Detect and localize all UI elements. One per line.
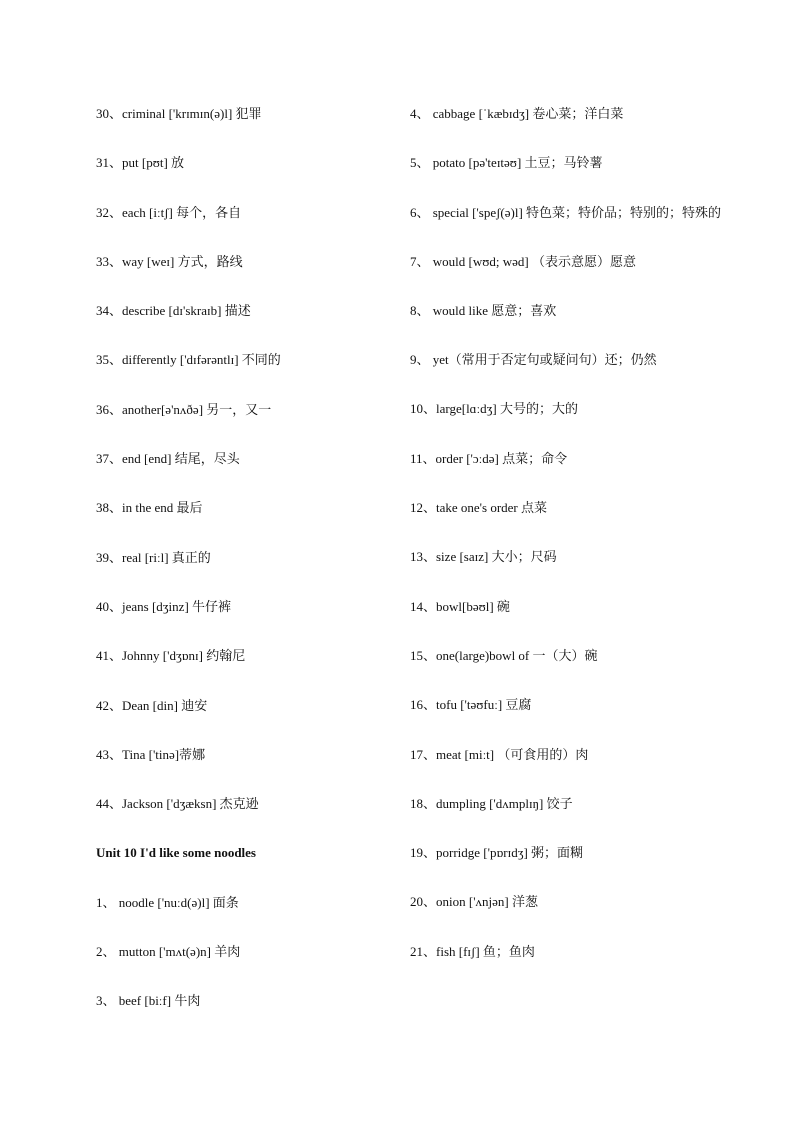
vocab-entry-10: 10、large[lɑːdʒ] 大号的；大的 — [410, 401, 578, 417]
vocab-entry-11: 11、order ['ɔːdə] 点菜；命令 — [410, 450, 568, 466]
vocab-entry-19: 19、porridge ['pɒrɪdʒ] 粥；面糊 — [410, 845, 584, 861]
right-column — [410, 102, 740, 989]
vocab-entry-21: 21、fish [fɪʃ] 鱼；鱼肉 — [410, 943, 535, 959]
vocab-entry-13: 13、size [saɪz] 大小；尺码 — [410, 549, 557, 565]
vocab-entry-2: 2、 mutton ['mʌt(ə)n] 羊肉 — [96, 944, 241, 960]
vocab-entry-41: 41、Johnny ['dʒɒnɪ] 约翰尼 — [96, 648, 246, 664]
vocab-entry-20: 20、onion ['ʌnjən] 洋葱 — [410, 894, 538, 910]
vocab-entry-16: 16、tofu ['təʊfuː] 豆腐 — [410, 697, 532, 713]
vocab-entry-38: 38、in the end 最后 — [96, 500, 203, 516]
vocab-entry-7: 7、 would [wʊd; wəd] （表示意愿）愿意 — [410, 253, 636, 269]
vocab-entry-4: 4、 cabbage [ˈkæbɪdʒ] 卷心菜；洋白菜 — [410, 106, 624, 121]
vocab-entry-42: 42、Dean [din] 迪安 — [96, 697, 208, 713]
vocab-entry-30: 30、criminal ['krɪmɪn(ə)l] 犯罪 — [96, 106, 262, 121]
vocab-entry-31: 31、put [pʊt] 放 — [96, 155, 185, 171]
vocab-entry-40: 40、jeans [dʒinz] 牛仔裤 — [96, 598, 232, 614]
vocab-entry-35: 35、differently ['dɪfərəntlɪ] 不同的 — [96, 352, 281, 368]
vocab-entry-6: 6、 special ['speʃ(ə)l] 特色菜；特价品；特别的；特殊的 — [410, 204, 722, 220]
vocab-entry-5: 5、 potato [pə'teɪtəʊ] 土豆；马铃薯 — [410, 155, 603, 171]
vocab-entry-44: 44、Jackson ['dʒæksn] 杰克逊 — [96, 796, 259, 812]
vocab-entry-1: 1、 noodle ['nuːd(ə)l] 面条 — [96, 894, 239, 910]
vocab-entry-12: 12、take one's order 点菜 — [410, 500, 548, 516]
vocab-entry-39: 39、real [riːl] 真正的 — [96, 549, 211, 565]
vocab-entry-14: 14、bowl[bəʊl] 碗 — [410, 598, 510, 614]
vocab-entry-9: 9、 yet（常用于否定句或疑问句）还；仍然 — [410, 352, 657, 368]
vocab-entry-36: 36、another[ə'nʌðə] 另一，又一 — [96, 401, 272, 417]
vocab-entry-17: 17、meat [miːt] （可食用的）肉 — [410, 746, 589, 762]
vocab-entry-43: 43、Tina ['tinə]蒂娜 — [96, 746, 206, 762]
left-column — [96, 102, 396, 1039]
unit-heading: Unit 10 I'd like some noodles — [96, 845, 256, 861]
vocab-entry-32: 32、each [iːtʃ] 每个，各自 — [96, 204, 242, 220]
vocab-entry-3: 3、 beef [biːf] 牛肉 — [96, 993, 201, 1009]
vocab-entry-33: 33、way [weɪ] 方式，路线 — [96, 253, 243, 269]
vocab-entry-37: 37、end [end] 结尾，尽头 — [96, 451, 240, 467]
vocab-entry-8: 8、 would like 愿意；喜欢 — [410, 302, 557, 318]
vocab-entry-15: 15、one(large)bowl of 一（大）碗 — [410, 647, 598, 663]
vocab-entry-18: 18、dumpling ['dʌmplɪŋ] 饺子 — [410, 795, 573, 811]
vocab-entry-34: 34、describe [dɪ'skraɪb] 描述 — [96, 303, 251, 319]
